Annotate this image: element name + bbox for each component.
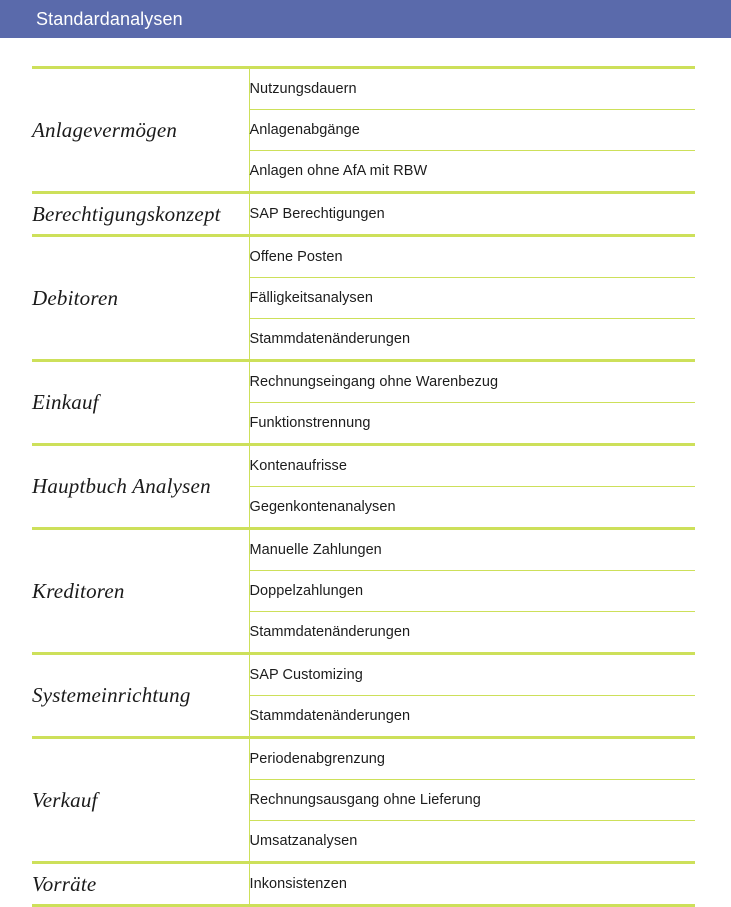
category-cell: Einkauf [32, 361, 249, 445]
analysis-cell: Stammdatenänderungen [249, 319, 695, 361]
table-row [32, 863, 695, 905]
table-row [32, 445, 695, 487]
table-row [32, 236, 695, 278]
table-row [32, 738, 695, 780]
category-cell: Berechtigungskonzept [32, 193, 249, 236]
analysis-cell: Offene Posten [249, 236, 695, 278]
analysis-cell: Anlagenabgänge [249, 110, 695, 151]
analysis-cell: Rechnungsausgang ohne Lieferung [249, 780, 695, 821]
analysis-cell: Fälligkeitsanalysen [249, 278, 695, 319]
table-body [32, 68, 695, 905]
category-cell: Debitoren [32, 236, 249, 361]
analysis-cell: Stammdatenänderungen [249, 612, 695, 654]
table-row [32, 361, 695, 403]
table-row [32, 68, 695, 110]
analysis-cell: SAP Berechtigungen [249, 193, 695, 236]
analysis-cell: Stammdatenänderungen [249, 696, 695, 738]
category-cell: Kreditoren [32, 529, 249, 654]
standard-analyses-table [32, 66, 695, 904]
analysis-cell: SAP Customizing [249, 654, 695, 696]
table-row [32, 654, 695, 696]
category-cell: Verkauf [32, 738, 249, 863]
analysis-cell: Gegenkontenanalysen [249, 487, 695, 529]
category-cell: Systemeinrichtung [32, 654, 249, 738]
analysis-cell: Anlagen ohne AfA mit RBW [249, 151, 695, 193]
table-row [32, 529, 695, 571]
category-cell: Anlagevermögen [32, 68, 249, 193]
analysis-cell: Funktionstrennung [249, 403, 695, 445]
category-cell: Vorräte [32, 863, 249, 905]
header-bar [0, 0, 731, 38]
analysis-cell: Inkonsistenzen [249, 863, 695, 905]
analysis-cell: Umsatzanalysen [249, 821, 695, 863]
category-cell: Hauptbuch Analysen [32, 445, 249, 529]
table-row [32, 193, 695, 236]
analysis-cell: Kontenaufrisse [249, 445, 695, 487]
page-title: Standardanalysen [36, 9, 183, 29]
analysis-cell: Manuelle Zahlungen [249, 529, 695, 571]
analysis-cell: Nutzungsdauern [249, 68, 695, 110]
analysis-cell: Rechnungseingang ohne Warenbezug [249, 361, 695, 403]
analysis-cell: Periodenabgrenzung [249, 738, 695, 780]
analysis-cell: Doppelzahlungen [249, 571, 695, 612]
